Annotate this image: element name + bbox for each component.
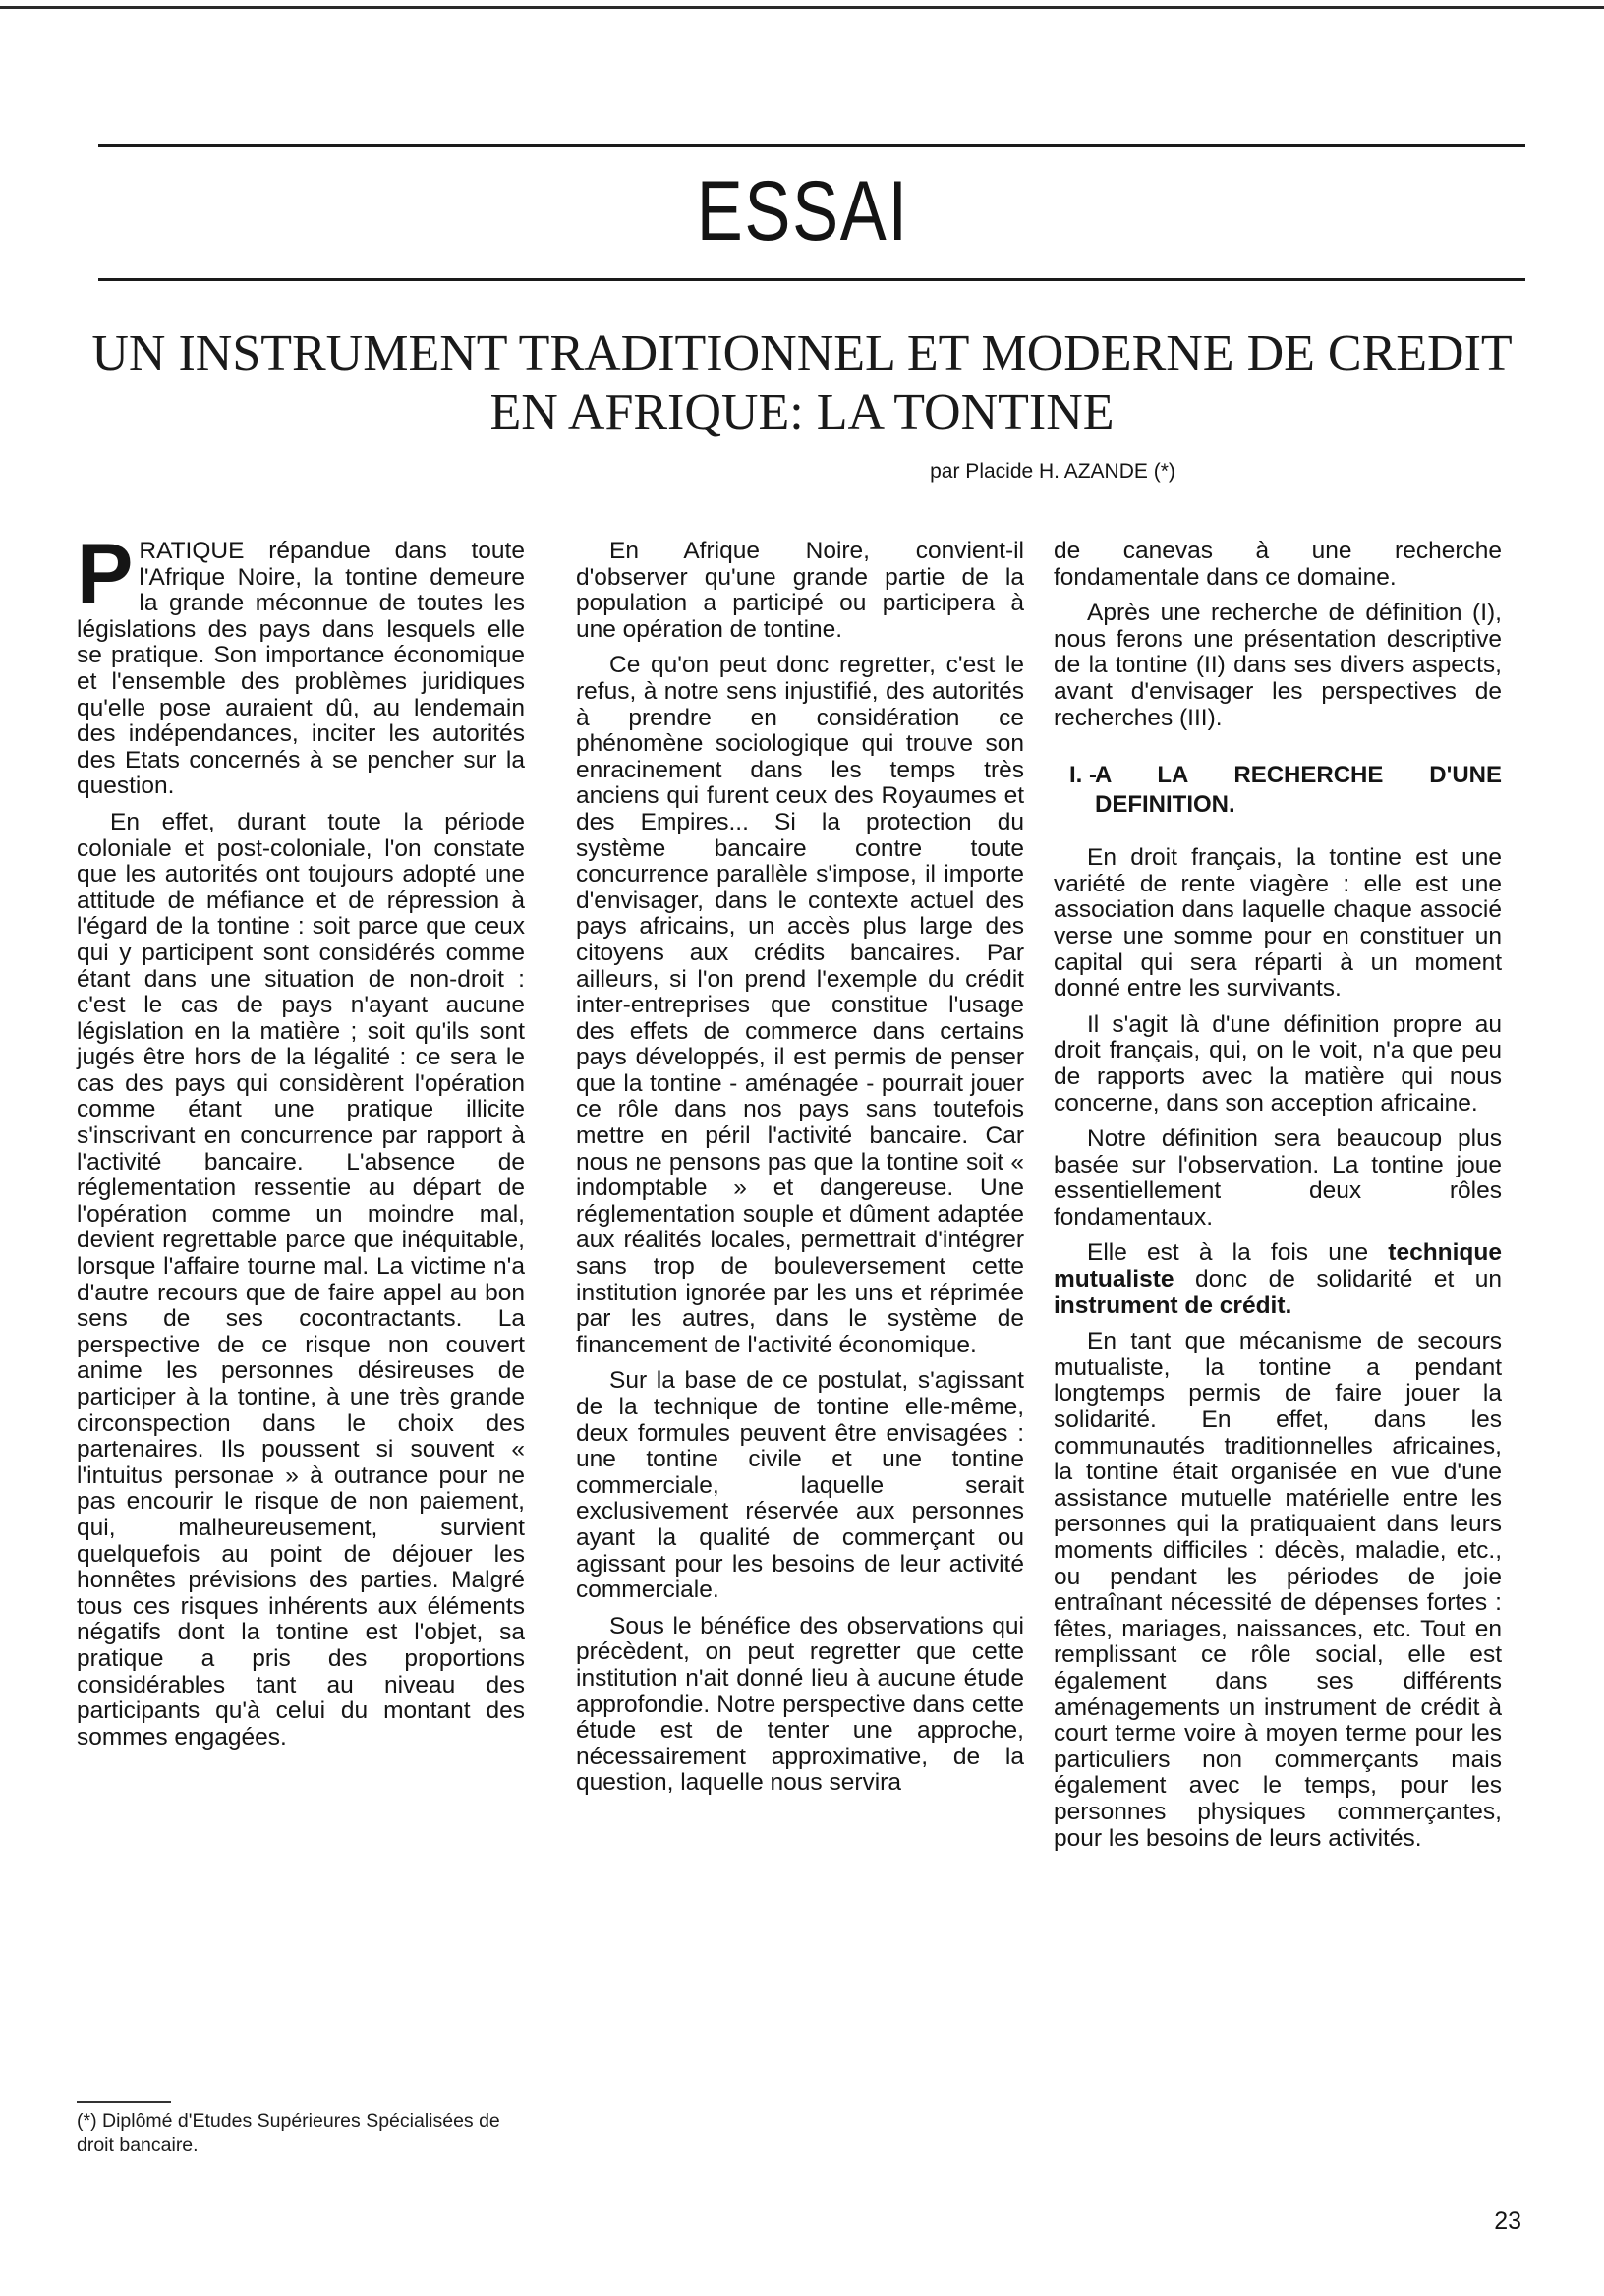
section-heading-number: I. - <box>1069 762 1097 789</box>
column-2 <box>576 539 1024 1807</box>
paragraph: En droit français, la tontine est une variété de rente viagère : elle est une association dans laquelle chaque associé verse une somme pour en constituer un capital qui sera réparti à un moment donné entre les survivants. <box>1054 844 1502 1003</box>
paragraph: de canevas à une recherche fondamentale dans ce domaine. <box>1054 538 1502 591</box>
text-run: donc de solidarité et un <box>1174 1266 1502 1293</box>
section-heading <box>1054 761 1502 820</box>
article-title-line-2: EN AFRIQUE: LA TONTINE <box>489 384 1115 440</box>
article-title <box>0 324 1604 442</box>
text-run: Elle est à la fois une <box>1087 1239 1389 1267</box>
paragraph <box>77 527 525 800</box>
article-title-line-1: UN INSTRUMENT TRADITIONNEL ET MODERNE DE CREDIT <box>91 325 1513 381</box>
footnote-rule <box>77 2101 171 2103</box>
paragraph: Il s'agit là d'une définition propre au droit français, qui, on le voit, n'a que peu de rapports avec la matière qui nous concerne, dans son acception africaine. <box>1054 1010 1502 1117</box>
paragraph: En Afrique Noire, convient-il d'observer qu'une grande partie de la population a participé ou participera à une opération de tontine. <box>576 538 1024 643</box>
header-rule-bottom <box>98 278 1525 281</box>
paragraph-text: RATIQUE répandue dans toute l'Afrique Noire, la tontine demeure la grande méconnue de toutes les législations des pays dans lesquels elle se pratique. Son importance économique et l'ensemble des problèmes juridiques qu'elle pose auraient dû, au lendemain des indépendances, inciter les autorités des Etats concernés à se pencher sur la question. <box>77 538 525 800</box>
section-title: ESSAI <box>696 164 909 258</box>
page-number: 23 <box>1494 2208 1521 2235</box>
scan-top-border <box>0 6 1604 9</box>
column-1 <box>77 527 525 1760</box>
footnote: (*) Diplômé d'Etudes Supérieures Spécialisées de droit bancaire. <box>77 2110 500 2155</box>
paragraph: En effet, durant toute la période coloniale et post-coloniale, l'on constate que les autorités ont toujours adopté une attitude de méfiance et de répression à l'égard de la tontine : soit parce que ceux qui y participent sont considérés comme étant dans une situation de non-droit : c'est le cas de pays n'ayant aucune législation en la matière ; soit qu'ils sont jugés être hors de la légalité : ce sera le cas des pays qui considèrent l'opération comme étant une pratique illicite s'inscrivant en concurrence par rapport à l'activité bancaire. L'absence de réglementation ressentie au départ de l'opération comme un moindre mal, devient regrettable parce que inéquitable, lorsque l'affaire tourne mal. La victime n'a d'autre recours que de faire appel au bon sens de ses cocontractants. La perspective de ce risque non couvert anime les personnes désireuses de participer à la tontine, à une très grande circonspection dans le choix des partenaires. Ils poussent si souvent « l'intuitus personae » à outrance pour ne pas encourir le risque de non paiement, qui, malheureusement, survient quelquefois au point de déjouer les honnêtes prévisions des parties. Malgré tous ces risques inhérents aux éléments négatifs dont la tontine est l'objet, sa pratique a pris des proportions considérables tant au niveau des participants qu'à celui du montant des sommes engagées. <box>77 808 525 1751</box>
bold-term: technique mutualiste <box>1054 1239 1502 1293</box>
paragraph: Sur la base de ce postulat, s'agissant de la technique de tontine elle-même, deux formules peuvent être envisagées : une tontine civile et une tontine commerciale, laquelle serait exclusivement réservée aux personnes ayant la qualité de commerçant ou agissant pour les besoins de leur activité commerciale. <box>576 1367 1024 1604</box>
column-3 <box>1054 539 1502 1862</box>
paragraph: Sous le bénéfice des observations qui précèdent, on peut regretter que cette institution n'ait donné lieu à aucune étude approfondie. Notre perspective dans cette étude est de tenter une approche, nécessairement approximative, de la question, laquelle nous servira <box>576 1612 1024 1797</box>
byline: par Placide H. AZANDE (*) <box>930 460 1175 483</box>
paragraph <box>1054 1240 1502 1319</box>
paragraph: Ce qu'on peut donc regretter, c'est le refus, à notre sens injustifié, des autorités à prendre en considération ce phénomène sociologique qui trouve son enracinement dans les temps très anciens qui furent ceux des Royaumes et des Empires... Si la protection du système bancaire contre toute concurrence parallèle s'impose, il importe d'envisager, dans le contexte actuel des pays africains, un accès plus large des citoyens aux crédits bancaires. Par ailleurs, si l'on prend l'exemple du crédit inter-entreprises que constitue l'usage des effets de commerce dans certains pays développés, il est permis de penser que la tontine - aménagée - pourrait jouer ce rôle dans nos pays sans toutefois mettre en péril l'activité bancaire. Car nous ne pensons pas que la tontine soit « indomptable » et dangereuse. Une réglementation souple et dûment adaptée aux réalités locales, permettrait d'intégrer sans trop de bouleversement cette institution ignorée par les uns et réprimée par les autres, dans le système de financement de l'activité économique. <box>576 652 1024 1358</box>
paragraph: Notre définition sera beaucoup plus basée sur l'observation. La tontine joue essentiellement deux rôles fondamentaux. <box>1054 1125 1502 1231</box>
drop-cap: P <box>77 527 134 621</box>
bold-term: instrument de crédit. <box>1054 1292 1292 1319</box>
paragraph: Après une recherche de définition (I), nous ferons une présentation descriptive de la tontine (II) dans ses divers aspects, avant d'envisager les perspectives de recherches (III). <box>1054 600 1502 731</box>
header-rule-top <box>98 144 1525 147</box>
section-heading-text: A LA RECHERCHE D'UNE DEFINITION. <box>1095 762 1502 819</box>
paragraph: En tant que mécanisme de secours mutualiste, la tontine a pendant longtemps permis de faire jouer la solidarité. En effet, dans les communautés traditionnelles africaines, la tontine était organisée en vue d'une assistance mutuelle matérielle entre les personnes qui la pratiquaient dans leurs moments difficiles : décès, maladie, etc., ou pendant les périodes de joie entraînant nécessité de dépenses fortes : fêtes, mariages, naissances, etc. Tout en remplissant ce rôle social, elle est également dans ses différents aménagements un instrument de crédit à court terme voire à moyen terme pour les particuliers non commerçants mais également avec le temps, pour les personnes physiques commerçantes, pour les besoins de leurs activités. <box>1054 1328 1502 1852</box>
